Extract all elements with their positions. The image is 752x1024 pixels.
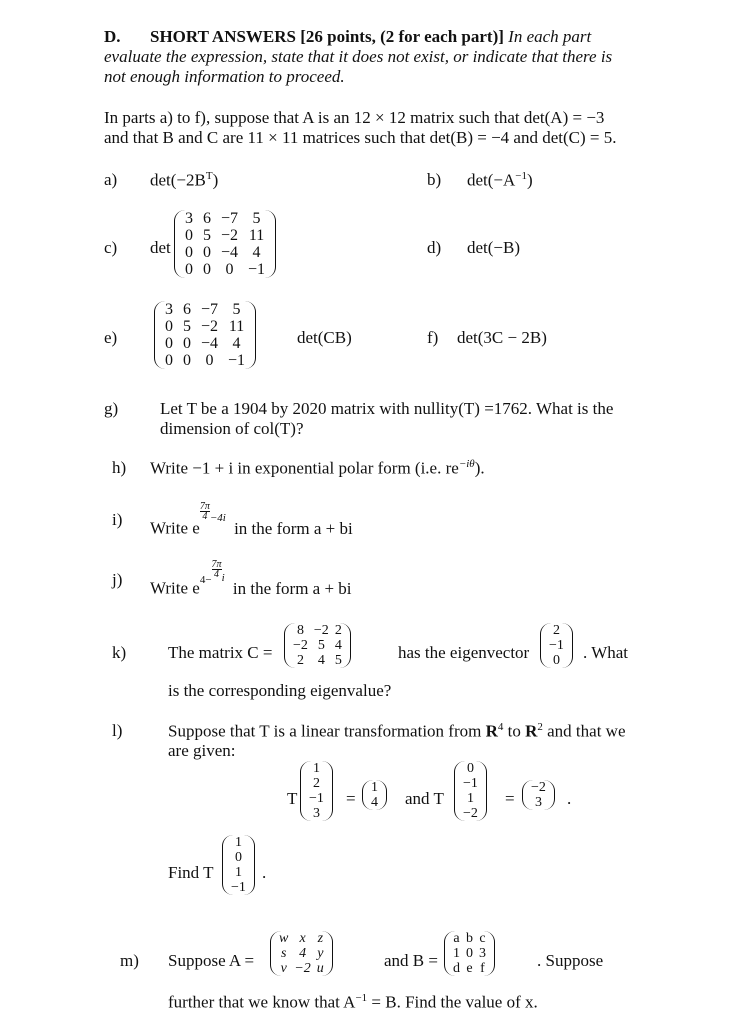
part-b-sup: −1: [515, 170, 528, 182]
part-b-label: b): [427, 170, 442, 189]
part-e-matrix-cell: −2: [201, 318, 219, 335]
part-c-prefix: det: [150, 238, 171, 257]
part-m-matrix-a-cell: u: [316, 961, 324, 976]
part-a-sup: T: [205, 170, 213, 182]
part-k-vector: [546, 623, 567, 668]
part-c-label: c): [104, 238, 118, 257]
part-c-matrix-cell: −1: [248, 261, 266, 278]
part-c-matrix-cell: 5: [252, 210, 261, 227]
part-l-line-1: [168, 721, 626, 742]
part-e-matrix-cell: 3: [165, 301, 173, 318]
part-k-matrix-cell: −2: [313, 623, 329, 638]
part-l-and: and T: [405, 789, 444, 808]
part-m-matrix-b-cell: 1: [453, 946, 460, 961]
part-m-matrix-a-cell: 4: [299, 946, 307, 961]
part-l-R4-sup: 4: [497, 721, 504, 733]
part-l-R2: R: [525, 721, 538, 741]
part-l-period: .: [567, 789, 572, 808]
part-l-output-1-cell: 4: [371, 795, 378, 810]
part-j-label: j): [112, 570, 123, 589]
instructions-line-3: not enough information to proceed.: [104, 67, 345, 86]
part-e-matrix-cell: 0: [183, 335, 191, 352]
part-j-frac-den: 4: [214, 569, 220, 580]
part-e-label: e): [104, 328, 118, 347]
part-m-matrix-a-cell: v: [280, 961, 287, 976]
part-l-vector-1: [306, 761, 327, 821]
part-m-line-2: [168, 992, 538, 1013]
part-l-R2-sup: 2: [537, 721, 543, 733]
part-l-line-1b: and that we: [542, 721, 626, 741]
part-m-matrix-a-row: [276, 946, 327, 961]
part-k-matrix-cell: 4: [317, 653, 325, 668]
part-m-matrix-b: [450, 931, 489, 976]
intro-line-1: In parts a) to f), suppose that A is an 12 × 12 matrix such that det(A) = −3: [104, 108, 605, 127]
part-k-matrix-cell: 5: [317, 638, 325, 653]
part-c-matrix-cell: −7: [221, 210, 239, 227]
part-l-line-1a: Suppose that T is a linear transformation from: [168, 721, 486, 741]
part-b-expression: [467, 170, 533, 191]
part-f-expression: det(3C − 2B): [457, 328, 547, 347]
part-e-matrix-cell: 0: [165, 318, 173, 335]
part-m-matrix-a-cell: s: [280, 946, 287, 961]
part-e-matrix-cell: 5: [183, 318, 191, 335]
part-k-vector-cell: 2: [552, 623, 560, 638]
part-k-matrix: [290, 623, 345, 668]
part-e-matrix: [160, 301, 250, 369]
part-l-output-2: [528, 780, 549, 810]
part-i-fraction: [200, 502, 210, 521]
part-l-output-1: [368, 780, 381, 810]
part-c-matrix-cell: −4: [221, 244, 239, 261]
part-j-sup-rest: i: [221, 572, 225, 584]
part-h-label: h): [112, 458, 127, 477]
part-b-expr: det(−A: [467, 170, 516, 190]
part-e-matrix-cell: 0: [165, 352, 173, 369]
part-c-matrix-cell: 3: [185, 210, 193, 227]
part-m-matrix-b-cell: d: [453, 961, 460, 976]
part-h-text: [150, 458, 485, 479]
part-l-label: l): [112, 721, 123, 740]
part-l-R4: R: [485, 721, 498, 741]
part-h-body: Write −1 + i in exponential polar form (i.e. re: [150, 458, 459, 478]
part-l-vector-1-cell: 3: [312, 806, 320, 821]
part-e-matrix-cell: 0: [205, 352, 214, 369]
part-l-vector-1-cell: 2: [312, 776, 320, 791]
part-d-expression: det(−B): [467, 238, 521, 257]
part-i-frac-den: 4: [202, 511, 208, 522]
part-f-label: f): [427, 328, 439, 347]
part-l-vector-3-cell: −1: [231, 880, 246, 895]
part-m-label: m): [120, 951, 139, 970]
part-l-vector-3-cell: 1: [234, 835, 242, 850]
part-l-output-2-cell: 3: [534, 795, 542, 810]
part-i-tail: in the form a + bi: [234, 518, 353, 538]
part-c-matrix-row: [180, 210, 270, 227]
part-k-matrix-row: [290, 623, 345, 638]
part-m-line-2-a: further that we know that A: [168, 992, 356, 1012]
part-e-matrix-cell: 11: [228, 318, 245, 335]
part-k-matrix-cell: 8: [296, 623, 304, 638]
part-e-matrix-cell: 5: [232, 301, 241, 318]
part-e-matrix-cell: −7: [201, 301, 219, 318]
part-k-matrix-cell: 2: [296, 653, 304, 668]
part-m-matrix-b-cell: 0: [466, 946, 473, 961]
part-k-line-2: is the corresponding eigenvalue?: [168, 681, 392, 700]
part-l-vector-3-cell: 1: [234, 865, 242, 880]
part-c-matrix-cell: 0: [185, 244, 193, 261]
part-j-tail: in the form a + bi: [232, 578, 352, 598]
part-e-matrix-row: [160, 301, 250, 318]
section-letter: D.: [104, 27, 121, 46]
part-e-matrix-row: [160, 352, 250, 369]
part-l-find: Find T: [168, 863, 214, 882]
part-k-vector-cell: 0: [552, 653, 560, 668]
part-m-matrix-b-cell: f: [480, 961, 485, 976]
part-k-matrix-cell: −2: [293, 638, 308, 653]
part-l-vector-3-cell: 0: [234, 850, 242, 865]
part-g-label: g): [104, 399, 119, 418]
part-m-matrix-a-row: [276, 931, 327, 946]
part-c-matrix-row: [180, 244, 270, 261]
part-e-suffix: det(CB): [297, 328, 352, 347]
part-m-matrix-a-cell: z: [317, 931, 324, 946]
part-l-vector-2-cell: −1: [463, 776, 478, 791]
part-k-prefix: The matrix C =: [168, 643, 273, 662]
part-m-matrix-a-cell: y: [317, 946, 324, 961]
part-l-vector-3: [228, 835, 249, 895]
part-m-matrix-a-cell: w: [279, 931, 289, 946]
part-k-matrix-row: [290, 638, 345, 653]
part-l-vector-2-cell: 1: [466, 791, 474, 806]
part-e-matrix-cell: −4: [201, 335, 219, 352]
part-k-label: k): [112, 643, 127, 662]
section-title: SHORT ANSWERS [26 points, (2 for each part)]: [150, 27, 504, 46]
part-m-matrix-b-cell: e: [466, 961, 473, 976]
part-e-matrix-cell: 0: [165, 335, 173, 352]
part-c-matrix-cell: 0: [185, 261, 193, 278]
part-l-output-1-cell: 1: [371, 780, 378, 795]
part-l-vector-1-cell: 1: [312, 761, 320, 776]
part-c-matrix-cell: 11: [248, 227, 265, 244]
part-m-matrix-a-cell: x: [299, 931, 306, 946]
part-k-matrix-row: [290, 653, 345, 668]
part-g-line-1: Let T be a 1904 by 2020 matrix with nullity(T) =1762. What is the: [160, 399, 614, 418]
part-m-matrix-b-cell: a: [453, 931, 460, 946]
part-k-end: . What: [583, 643, 629, 662]
part-c-matrix-cell: 0: [225, 261, 234, 278]
part-l-line-2: are given:: [168, 741, 236, 760]
part-m-matrix-b-cell: c: [479, 931, 486, 946]
part-j-fraction: [212, 560, 222, 579]
part-l-find-end: .: [262, 863, 267, 882]
part-a-expression: [150, 170, 218, 191]
section-header: [150, 27, 591, 47]
part-j-sup-lead: 4−: [199, 574, 212, 586]
part-l-output-2-cell: −2: [531, 780, 546, 795]
part-l-vector-2: [460, 761, 481, 821]
part-m-line-2-sup: −1: [355, 992, 368, 1004]
instructions-line-1: In each part: [508, 27, 592, 46]
part-k-matrix-cell: 2: [334, 623, 342, 638]
part-j-frac-num: 7π: [211, 559, 222, 570]
part-c-matrix-row: [180, 227, 270, 244]
part-l-eq-1: =: [346, 789, 356, 808]
part-g-line-2: dimension of col(T)?: [160, 419, 304, 438]
part-l-T: T: [287, 789, 298, 808]
part-h-close: ).: [474, 458, 485, 478]
instructions-line-2: evaluate the expression, state that it does not exist, or indicate that there is: [104, 47, 613, 66]
part-j-write: Write e: [150, 578, 200, 598]
part-c-matrix-cell: 0: [203, 244, 211, 261]
intro-line-2: and that B and C are 11 × 11 matrices such that det(B) = −4 and det(C) = 5.: [104, 128, 617, 147]
part-d-label: d): [427, 238, 442, 257]
part-m-matrix-b-cell: b: [466, 931, 473, 946]
part-m-line-2-end: = B. Find the value of x.: [367, 992, 538, 1012]
part-e-matrix-cell: 4: [232, 335, 241, 352]
part-c-matrix-cell: −2: [221, 227, 239, 244]
part-m-matrix-a-cell: −2: [294, 961, 311, 976]
part-m-matrix-a: [276, 931, 327, 976]
part-a-label: a): [104, 170, 118, 189]
part-i-label: i): [112, 510, 123, 529]
part-c-matrix-cell: 0: [203, 261, 211, 278]
part-e-matrix-cell: −1: [228, 352, 246, 369]
part-h-sup: −iθ: [458, 458, 475, 470]
part-l-to: to: [503, 721, 526, 741]
part-c-matrix-cell: 5: [203, 227, 211, 244]
part-k-mid: has the eigenvector: [398, 643, 530, 662]
part-i-frac-num: 7π: [199, 501, 210, 512]
part-e-matrix-cell: 6: [183, 301, 191, 318]
part-k-vector-cell: −1: [549, 638, 564, 653]
part-m-suppose: . Suppose: [537, 951, 604, 970]
part-k-matrix-cell: 4: [334, 638, 342, 653]
part-a-close: ): [212, 170, 219, 190]
part-b-close: ): [527, 170, 533, 190]
part-e-matrix-row: [160, 335, 250, 352]
part-m-prefix: Suppose A =: [168, 951, 255, 970]
part-l-vector-2-cell: 0: [466, 761, 474, 776]
part-a-expr: det(−2B: [150, 170, 206, 190]
part-e-matrix-cell: 0: [183, 352, 191, 369]
part-e-matrix-row: [160, 318, 250, 335]
part-l-eq-2: =: [505, 789, 515, 808]
part-m-matrix-a-row: [276, 961, 327, 976]
part-c-matrix-cell: 6: [203, 210, 211, 227]
part-i-write: Write e: [150, 518, 200, 538]
part-c-matrix-cell: 4: [252, 244, 261, 261]
part-l-vector-2-cell: −2: [463, 806, 478, 821]
part-l-vector-1-cell: −1: [309, 791, 324, 806]
part-m-matrix-b-cell: 3: [479, 946, 486, 961]
part-k-matrix-cell: 5: [334, 653, 342, 668]
part-c-matrix-cell: 0: [185, 227, 193, 244]
part-c-matrix: [180, 210, 270, 278]
part-i-sup: −4i: [209, 512, 226, 524]
part-c-matrix-row: [180, 261, 270, 278]
part-m-and: and B =: [384, 951, 438, 970]
